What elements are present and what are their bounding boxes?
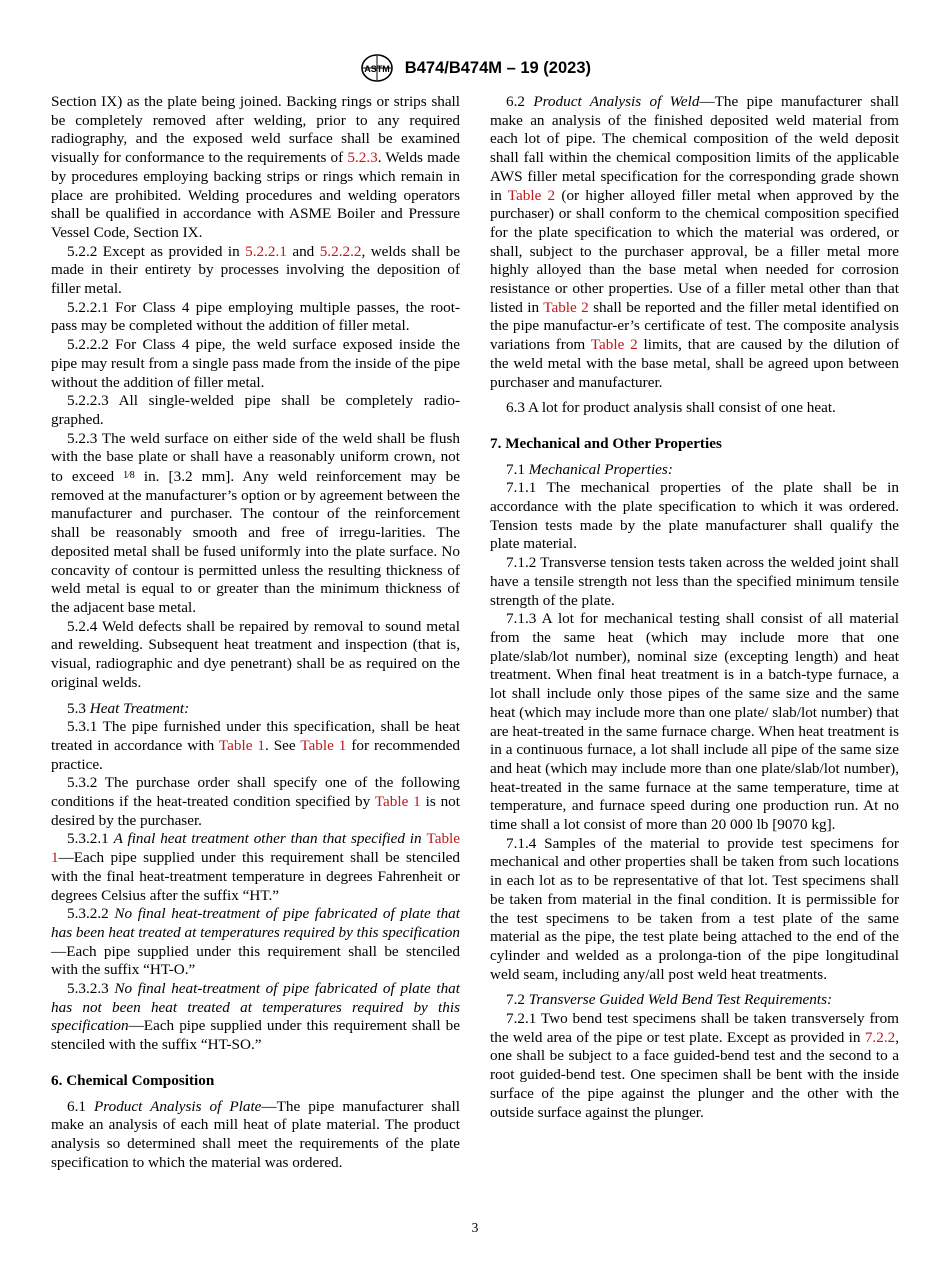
astm-logo-text: ASTM <box>364 64 390 74</box>
paragraph-7-1-3: 7.1.3 A lot for mechanical testing shall consist of all material from the same heat (which may include more that one plate/slab/lot number), nominal size (excepting length) and heat treatment. When final heat treatment is in a batch-type furnace, a lot shall include only those pipes of the same size and the same heat (which may include more than one plate/ slab/lot number) that are heat-treated in the same furnace charge. When heat treatment is in a continuous furnace, a lot shall include all pipe of the same size and heat (which may include more than one plate/slab/lot number), heat-treated in the same furnace at the same temperature, time at temperature, and furnace speed during one production run. At no time shall a lot consist of more than 20 000 lb [9070 kg]. <box>490 610 899 834</box>
paragraph-5-2-2-1: 5.2.2.1 For Class 4 pipe employing multiple passes, the root-pass may be completed without the addition of filler metal. <box>51 298 460 335</box>
paragraph-5-2-3: 5.2.3 The weld surface on either side of the weld shall be flush with the base plate or shall have a reasonably uniform crown, not to exceed 1⁄8 in. [3.2 mm]. Any weld reinforcement may be removed at the manufacturer’s option or by agreement between the manufacturer and purchaser. The contour of the reinforcement shall be reasonably smooth and free of irregu-larities. The deposited metal shall be fused uniformly into the plate surface. No concavity of contour is permitted unless the resulting thickness of weld metal is equal to or greater than the minimum thickness of the adjacent base metal. <box>51 429 461 616</box>
document-designation: B474/B474M – 19 (2023) <box>404 58 591 77</box>
link-table-1[interactable]: Table 1 <box>51 830 460 867</box>
page-number: 3 <box>471 1220 479 1235</box>
paragraph-5-3-2-3: 5.3.2.3 No final heat-treatment of pipe fabricated of plate that has not been heat treated at temperatures required by this specification—Each pipe supplied under this requirement shall be stenciled with the suffix “HT-SO.” <box>51 980 460 1054</box>
link-5-2-2-2[interactable]: 5.2.2.2 <box>319 242 362 260</box>
paragraph-7-1-1: 7.1.1 The mechanical properties of the plate shall be in accordance with the plate specification to which it was ordered. Tension tests made by the plate manufacturer shall qualify the plate material. <box>490 479 899 553</box>
right-column <box>490 93 899 1122</box>
link-table-1[interactable]: Table 1 <box>374 793 421 811</box>
left-column <box>51 93 460 1172</box>
paragraph-5-3-2-1: 5.3.2.1 A final heat treatment other than that specified in Table 1—Each pipe supplied under this requirement shall be stenciled with the final heat-treatment temperature in degrees Fahrenheit or degrees Celsius after the suffix “HT.” <box>51 830 460 904</box>
link-table-2[interactable]: Table 2 <box>543 298 589 316</box>
link-table-2[interactable]: Table 2 <box>590 336 638 354</box>
paragraph-7-1: 7.1 Mechanical Properties: <box>506 460 673 478</box>
fraction-one-eighth: 1⁄8 <box>123 470 135 482</box>
paragraph-6-1: 6.1 Product Analysis of Plate—The pipe manufacturer shall make an analysis of each mill heat of plate material. The product analysis so determined shall meet the requirements of the plate specification to which the material was ordered. <box>51 1097 460 1171</box>
paragraph-5-2-2: 5.2.2 Except as provided in 5.2.2.1 and 5.2.2.2, welds shall be made in their entirety by processes involving the deposition of filler metal. <box>51 242 461 298</box>
link-7-2-2[interactable]: 7.2.2 <box>864 1028 896 1046</box>
section-heading-6: 6. Chemical Composition <box>51 1071 215 1089</box>
paragraph-5-3: 5.3 Heat Treatment: <box>67 699 190 717</box>
paragraph-5-3-2: 5.3.2 The purchase order shall specify one of the following conditions if the heat-treated condition specified by Table 1 is not desired by the purchaser. <box>51 774 460 829</box>
paragraph-5-2-2-3: 5.2.2.3 All single-welded pipe shall be completely radio-graphed. <box>51 392 460 428</box>
astm-logo-icon <box>359 53 395 83</box>
paragraph-7-1-4: 7.1.4 Samples of the material to provide test specimens for mechanical and other properties shall be taken from such locations in each lot as to be representative of that lot. Test specimens shall be taken from material in the final condition. It is permissible for the test specimens to be taken from a test plate of the same material as the pipe, the test plate being attached to the end of the cylinder and welded as a prolonga-tion of the pipe longitudinal weld seam, including any/all post weld heat treatments. <box>490 834 899 983</box>
paragraph-5-3-2-2: 5.3.2.2 No final heat-treatment of pipe fabricated of plate that has been heat treated at temperatures required by this specification—Each pipe supplied under this requirement shall be stenciled with the suffix “HT-O.” <box>51 905 460 979</box>
page-header <box>0 53 950 83</box>
paragraph-7-2-1: 7.2.1 Two bend test specimens shall be taken transversely from the weld area of the pipe or test plate. Except as provided in 7.2.2, one shall be subject to a face guided-bend test and the second to a root guided-bend test. One specimen shall be bent with the inside surface of the pipe against the plunger and the other with the outside surface against the plunger. <box>490 1010 899 1121</box>
paragraph-continuation: Section IX) as the plate being joined. Backing rings or strips shall be completely removed after welding, prior to any required radiography, and the exposed weld surface shall be examined visually for conformance to the requirements of 5.2.3. Welds made by procedures employing backing strips or rings which remain in place are prohibited. Welding procedures and welding operators shall be qualified in accordance with ASME Boiler and Pressure Vessel Code, Section IX. <box>51 93 460 241</box>
link-table-1[interactable]: Table 1 <box>218 736 265 754</box>
paragraph-7-1-2: 7.1.2 Transverse tension tests taken across the welded joint shall have a tensile strength not less than the specified minimum tensile strength of the plate. <box>490 554 899 609</box>
link-table-1[interactable]: Table 1 <box>300 736 347 754</box>
link-5-2-2-1[interactable]: 5.2.2.1 <box>245 242 287 260</box>
section-heading-7: 7. Mechanical and Other Properties <box>490 434 722 452</box>
paragraph-7-2: 7.2 Transverse Guided Weld Bend Test Requirements: <box>506 991 833 1009</box>
paragraph-6-2: 6.2 Product Analysis of Weld—The pipe manufacturer shall make an analysis of the finished deposited weld material from each lot of pipe. The chemical composition of the weld deposit shall fall within the chemical composition limits of the applicable AWS filler metal specification for the corresponding grade shown in Table 2 (or higher alloyed filler metal when approved by the purchaser) or shall conform to the chemical composition specified for the plate specification to which the material was ordered, or shall, subject to the purchaser approval, be a filler metal more highly alloyed than the base metal when needed for corrosion resistance or other properties. Use of a filler metal other than that listed in Table 2 shall be reported and the filler metal identified on the pipe manufactur-er’s certificate of test. The composite analysis variations from Table 2 limits, that are caused by the dilution of the weld metal with the base metal, shall be agreed upon between purchaser and manufacturer. <box>490 93 900 391</box>
paragraph-5-2-4: 5.2.4 Weld defects shall be repaired by removal to sound metal and rewelding. Subsequent heat treatment and inspection (that is, visual, radiographic and dye penetrant) shall be as required on the original welds. <box>51 617 460 691</box>
link-5-2-3[interactable]: 5.2.3 <box>347 149 378 167</box>
paragraph-6-3: 6.3 A lot for product analysis shall consist of one heat. <box>506 399 836 417</box>
paragraph-5-2-2-2: 5.2.2.2 For Class 4 pipe, the weld surface exposed inside the pipe may result from a single pass made from the inside of the pipe without the addition of filler metal. <box>51 336 460 391</box>
link-table-2[interactable]: Table 2 <box>507 186 556 204</box>
paragraph-5-3-1: 5.3.1 The pipe furnished under this specification, shall be heat treated in accordance with Table 1. See Table 1 for recommended practice. <box>51 718 461 773</box>
